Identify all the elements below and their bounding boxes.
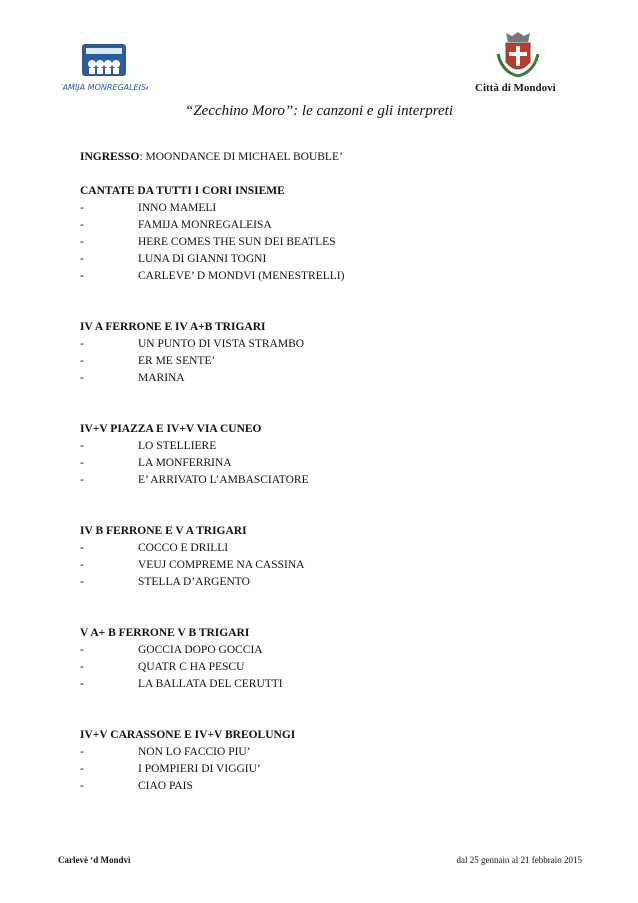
section	[80, 625, 580, 693]
song-item	[80, 540, 580, 557]
famija-logo-graphic	[62, 40, 148, 98]
song-title: UN PUNTO DI VISTA STRAMBO	[138, 338, 305, 350]
intro-label: INGRESSO	[80, 151, 140, 163]
section-title: IV+V PIAZZA E IV+V VIA CUNEO	[80, 423, 262, 435]
list-dash: -	[80, 644, 84, 656]
song-title: COCCO E DRILLI	[138, 542, 229, 554]
list-dash: -	[80, 780, 84, 792]
song-title: FAMIJA MONREGALEISA	[138, 219, 272, 231]
song-item	[80, 676, 580, 693]
section	[80, 421, 580, 489]
song-item	[80, 455, 580, 472]
section	[80, 727, 580, 795]
song-title: INNO MAMELI	[138, 202, 217, 214]
section	[80, 183, 580, 285]
list-dash: -	[80, 355, 84, 367]
section	[80, 319, 580, 387]
song-item	[80, 200, 580, 217]
song-item	[80, 574, 580, 591]
song-item	[80, 642, 580, 659]
section-title: IV A FERRONE E IV A+B TRIGARI	[80, 321, 266, 333]
section-title: IV+V CARASSONE E IV+V BREOLUNGI	[80, 729, 296, 741]
song-item	[80, 659, 580, 676]
song-title: LUNA DI GIANNI TOGNI	[138, 253, 267, 265]
song-title: MARINA	[138, 372, 185, 384]
section-title: IV B FERRONE E V A TRIGARI	[80, 525, 247, 537]
song-list	[80, 150, 580, 795]
song-item	[80, 472, 580, 489]
list-dash: -	[80, 474, 84, 486]
list-dash: -	[80, 202, 84, 214]
list-dash: -	[80, 219, 84, 231]
list-dash: -	[80, 270, 84, 282]
list-dash: -	[80, 440, 84, 452]
svg-text:FAMIJA MONREGALEISA: FAMIJA MONREGALEISA	[62, 83, 148, 92]
list-dash: -	[80, 253, 84, 265]
song-title: GOCCIA DOPO GOCCIA	[138, 644, 263, 656]
song-title: LA BALLATA DEL CERUTTI	[138, 678, 283, 690]
list-dash: -	[80, 338, 84, 350]
song-title: I POMPIERI DI VIGGIU’	[138, 763, 261, 775]
song-item	[80, 778, 580, 795]
song-title: VEUJ COMPREME NA CASSINA	[138, 559, 305, 571]
section-title: V A+ B FERRONE V B TRIGARI	[80, 627, 250, 639]
mondovi-crest-icon	[462, 30, 574, 84]
footer-left: Carlevè ‘d Mondvì	[58, 855, 131, 865]
list-dash: -	[80, 559, 84, 571]
song-item	[80, 353, 580, 370]
song-item	[80, 251, 580, 268]
page-title: “Zecchino Moro”: le canzoni e gli interpreti	[184, 103, 454, 119]
list-dash: -	[80, 457, 84, 469]
list-dash: -	[80, 236, 84, 248]
song-item	[80, 234, 580, 251]
song-title: CIAO PAIS	[138, 780, 193, 792]
song-title: NON LO FACCIO PIU’	[138, 746, 251, 758]
list-dash: -	[80, 678, 84, 690]
song-title: ER ME SENTE’	[138, 355, 216, 367]
song-item	[80, 744, 580, 761]
song-item	[80, 336, 580, 353]
list-dash: -	[80, 661, 84, 673]
song-title: E’ ARRIVATO L’AMBASCIATORE	[138, 474, 309, 486]
song-title: CARLEVE’ D MONDVI (MENESTRELLI)	[138, 270, 345, 282]
song-item	[80, 761, 580, 778]
song-title: LO STELLIERE	[138, 440, 217, 452]
song-item	[80, 438, 580, 455]
song-title: HERE COMES THE SUN DEI BEATLES	[138, 236, 336, 248]
section	[80, 523, 580, 591]
song-title: QUATR C HA PESCU	[138, 661, 245, 673]
intro-value: : MOONDANCE DI MICHAEL BOUBLE’	[139, 151, 343, 163]
list-dash: -	[80, 763, 84, 775]
list-dash: -	[80, 542, 84, 554]
sections-container	[80, 183, 580, 795]
song-item	[80, 268, 580, 285]
section-title: CANTATE DA TUTTI I CORI INSIEME	[80, 185, 285, 197]
song-item	[80, 370, 580, 387]
famija-monregaleisa-logo	[62, 40, 148, 98]
list-dash: -	[80, 576, 84, 588]
song-item	[80, 217, 580, 234]
footer-right: dal 25 gennaio al 21 febbraio 2015	[456, 855, 582, 865]
song-title: STELLA D’ARGENTO	[138, 576, 250, 588]
intro-line	[80, 150, 580, 165]
list-dash: -	[80, 746, 84, 758]
citta-di-mondovi-label: Città di Mondovì	[475, 82, 556, 94]
song-item	[80, 557, 580, 574]
song-title: LA MONFERRINA	[138, 457, 232, 469]
list-dash: -	[80, 372, 84, 384]
